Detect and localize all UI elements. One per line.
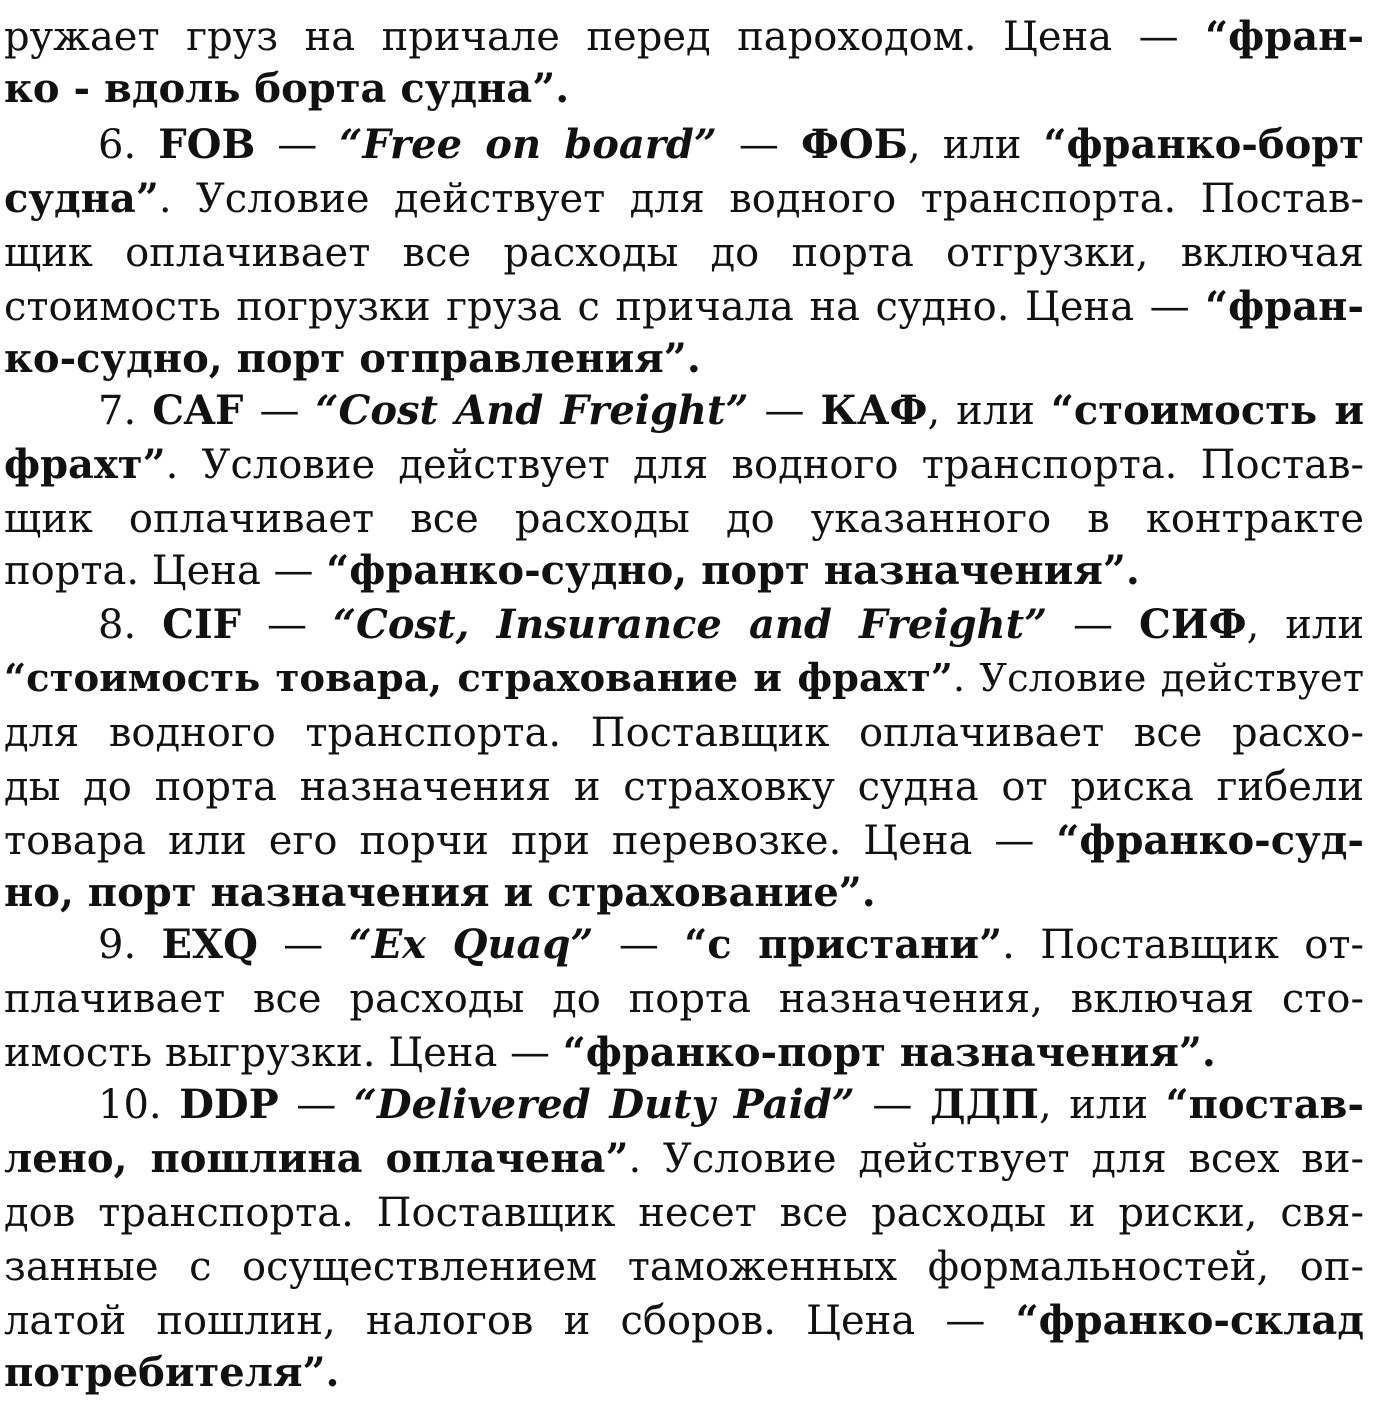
price-term: “франко-порт назначения”. <box>562 1029 1216 1076</box>
text-segment: ружает груз на причале перед пароходом. Цена — <box>4 14 1206 60</box>
text-segment: — <box>255 122 340 168</box>
term-meaning: лено, пошлина оплачена” <box>4 1135 629 1182</box>
term-code: CAF <box>152 387 244 434</box>
text-segment: , или <box>1246 602 1364 648</box>
text-segment: ды до порта назначения и страховку судна от риска гибели <box>4 764 1364 810</box>
paragraph-8-heading-line <box>98 598 1364 652</box>
text-line-17 <box>4 866 1364 920</box>
text-segment: . Условие действует <box>952 656 1365 701</box>
text-line-26 <box>4 1346 1364 1400</box>
term-english: “Free on board” <box>339 121 717 168</box>
text-segment: — <box>593 922 685 968</box>
price-term: ко-судно, порт отправления”. <box>4 335 701 382</box>
text-segment: щик оплачивает все расходы до указанного в контракте <box>4 496 1364 542</box>
text-segment: — <box>257 922 349 968</box>
price-term: потребителя”. <box>4 1349 340 1396</box>
term-english: “Cost, Insurance and Freight” <box>332 601 1048 648</box>
term-meaning: “франко-борт <box>1043 121 1364 168</box>
text-segment: ко - вдоль борта судна”. <box>4 65 570 112</box>
text-segment: для водного транспорта. Поставщик оплачивает все расхо- <box>4 710 1364 756</box>
term-russian: ДДП <box>930 1081 1039 1128</box>
paragraph-6-heading-line <box>98 118 1364 172</box>
text-segment: дов транспорта. Поставщик несет все расходы и риски, свя- <box>4 1190 1364 1236</box>
paragraph-number: 9. <box>98 922 162 968</box>
text-segment: — <box>243 388 316 434</box>
text-line-20 <box>4 1026 1364 1080</box>
text-segment: — <box>716 122 801 168</box>
term-english: “Delivered Duty Paid” <box>353 1081 855 1128</box>
price-term: “фран- <box>1205 283 1364 330</box>
term-meaning: “стоимость товара, страхование и фрахт” <box>4 656 953 701</box>
term-meaning: “с пристани” <box>684 921 1003 968</box>
text-segment: — <box>1047 602 1140 648</box>
text-line-7 <box>4 332 1364 386</box>
term-russian: КАФ <box>820 387 928 434</box>
text-line-24 <box>4 1240 1364 1294</box>
text-segment: латой пошлин, налогов и сборов. Цена — <box>4 1298 1016 1344</box>
paragraph-number: 6. <box>98 122 159 168</box>
paragraph-number: 10. <box>98 1082 180 1128</box>
text-segment: , или <box>927 388 1051 434</box>
text-line-23 <box>4 1186 1364 1240</box>
text-segment: занные с осуществлением таможенных формальностей, оп- <box>4 1244 1364 1290</box>
text-segment: щик оплачивает все расходы до порта отгрузки, включая <box>4 230 1364 276</box>
term-english: “Cost And Freight” <box>315 387 749 434</box>
term-code: DDP <box>179 1081 279 1128</box>
text-line-1 <box>4 10 1364 64</box>
text-line-25 <box>4 1294 1364 1348</box>
term-russian: СИФ <box>1139 601 1247 648</box>
text-line-9 <box>4 438 1364 492</box>
term-code: EXQ <box>161 921 258 968</box>
text-segment: — <box>241 602 333 648</box>
text-segment: . Поставщик от- <box>1002 922 1365 968</box>
text-segment: “фран- <box>1205 13 1364 60</box>
text-segment: , или <box>1038 1082 1166 1128</box>
paragraph-10-heading-line <box>98 1078 1364 1132</box>
text-line-2 <box>4 62 1364 116</box>
text-segment: плачивает все расходы до порта назначения, включая сто- <box>4 976 1364 1022</box>
text-segment: порта. Цена — <box>4 548 327 594</box>
text-segment: имость выгрузки. Цена — <box>4 1030 563 1076</box>
text-line-11 <box>4 544 1364 598</box>
text-line-19 <box>4 972 1364 1026</box>
text-line-6 <box>4 280 1364 334</box>
text-line-10 <box>4 492 1364 546</box>
term-code: CIF <box>162 601 242 648</box>
text-line-22 <box>4 1132 1364 1186</box>
text-segment: стоимость погрузки груза с причала на судно. Цена — <box>4 284 1206 330</box>
text-line-14 <box>4 706 1364 760</box>
price-term: “франко-суд- <box>1056 817 1364 864</box>
paragraph-number: 7. <box>98 388 153 434</box>
term-meaning: фрахт” <box>4 441 166 488</box>
paragraph-9-heading-line <box>98 918 1364 972</box>
text-segment: . Условие действует для водного транспорта. Постав- <box>165 442 1364 488</box>
text-line-5 <box>4 226 1364 280</box>
term-russian: ФОБ <box>800 121 908 168</box>
paragraph-7-heading-line <box>98 384 1364 438</box>
term-meaning: “стоимость и <box>1050 387 1365 434</box>
price-term: “франко-судно, порт назначения”. <box>326 547 1140 594</box>
text-segment: , или <box>907 122 1044 168</box>
term-english: “Ex Quaq” <box>348 921 594 968</box>
text-line-15 <box>4 760 1364 814</box>
text-line-16 <box>4 814 1364 868</box>
text-segment: товара или его порчи при перевозке. Цена — <box>4 818 1057 864</box>
term-code: FOB <box>158 121 256 168</box>
text-line-13 <box>4 652 1364 706</box>
price-term: но, порт назначения и страхование”. <box>4 869 876 916</box>
text-segment: . Условие действует для всех ви- <box>628 1136 1365 1182</box>
text-segment: — <box>748 388 821 434</box>
price-term: “франко-склад <box>1015 1297 1364 1344</box>
term-meaning: “постав- <box>1165 1081 1365 1128</box>
text-segment: . Условие действует для водного транспорта. Постав- <box>158 176 1364 222</box>
paragraph-number: 8. <box>98 602 163 648</box>
text-segment: — <box>854 1082 931 1128</box>
term-meaning: судна” <box>4 175 159 222</box>
text-segment: — <box>278 1082 354 1128</box>
text-line-4 <box>4 172 1364 226</box>
